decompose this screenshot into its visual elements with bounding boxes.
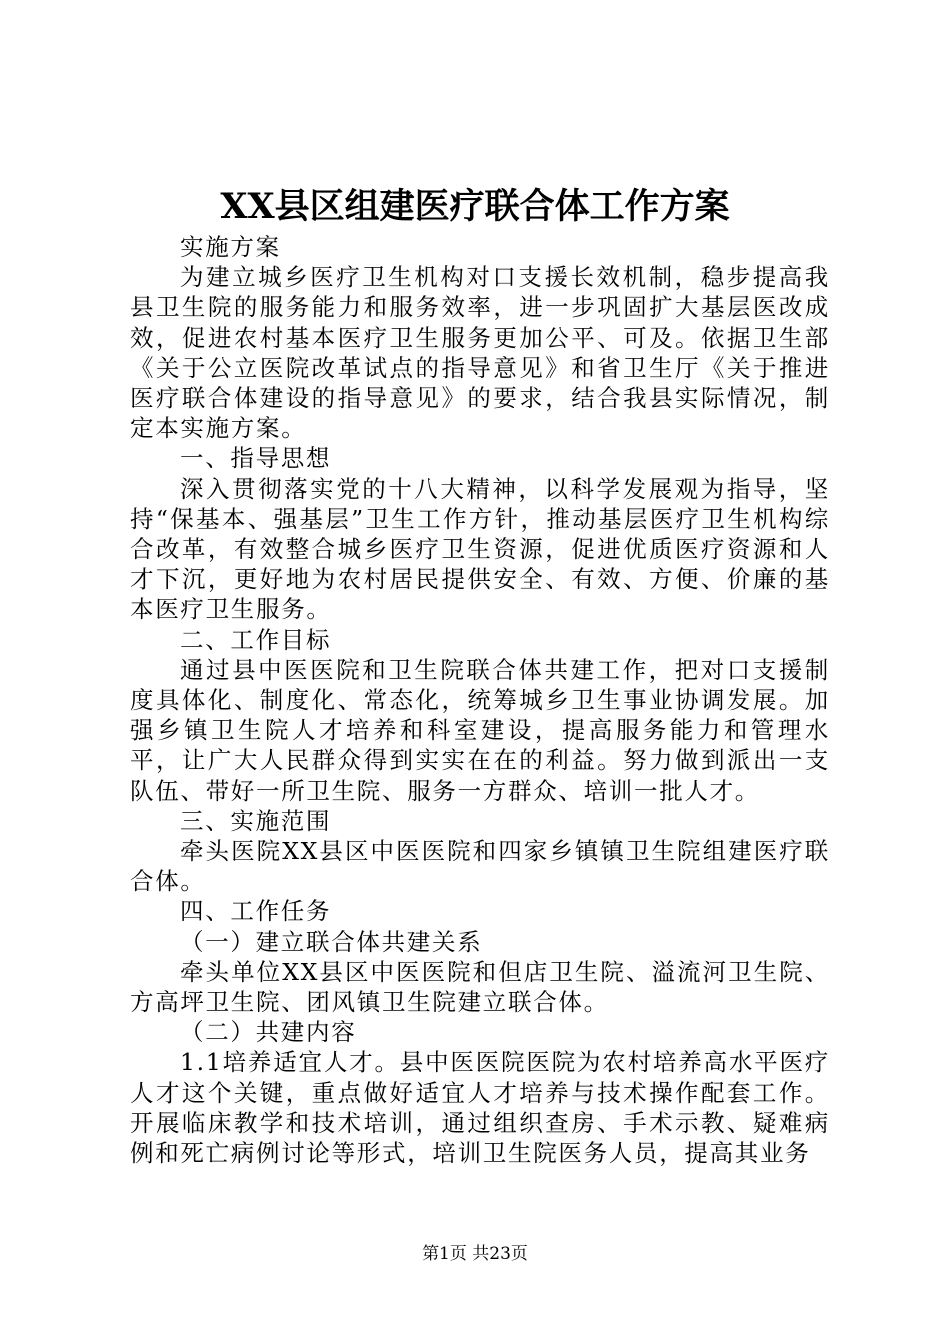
paragraph-talent-training: 1.1培养适宜人才。县中医医院医院为农村培养高水平医疗人才这个关键，重点做好适宜人才培养与技术操作配套工作。开展临床教学和技术培训，通过组织查房、手术示教、疑难病例和死亡病例讨论等形式，培训卫生院医务人员，提高其业务 xyxy=(130,1048,830,1168)
subsection-heading-partnership: （一）建立联合体共建关系 xyxy=(180,927,483,956)
paragraph-heading-implementation-plan: 实施方案 xyxy=(180,233,281,261)
section-heading-work-goals: 二、工作目标 xyxy=(180,625,332,654)
subsection-heading-content: （二）共建内容 xyxy=(180,1018,357,1047)
document-title: XX县区组建医疗联合体工作方案 xyxy=(220,186,730,227)
page-number-footer: 第1页 共23页 xyxy=(422,1244,528,1264)
section-heading-work-tasks: 四、工作任务 xyxy=(180,897,332,926)
paragraph-intro: 为建立城乡医疗卫生机构对口支援长效机制，稳步提高我县卫生院的服务能力和服务效率，进一步巩固扩大基层医改成效，促进农村基本医疗卫生服务更加公平、可及。依据卫生部《关于公立医院改革试点的指导意见》和省卫生厅《关于推进医疗联合体建设的指导意见》的要求，结合我县实际情况，制定本实施方案。 xyxy=(130,263,830,443)
paragraph-work-goals: 通过县中医医院和卫生院联合体共建工作，把对口支援制度具体化、制度化、常态化，统筹城乡卫生事业协调发展。加强乡镇卫生院人才培养和科室建设，提高服务能力和管理水平，让广大人民群众得到实实在在的利益。努力做到派出一支队伍、带好一所卫生院、服务一方群众、培训一批人才。 xyxy=(130,655,830,805)
section-heading-scope: 三、实施范围 xyxy=(180,806,332,835)
paragraph-scope: 牵头医院XX县区中医医院和四家乡镇镇卫生院组建医疗联合体。 xyxy=(130,837,830,896)
document-body xyxy=(130,232,830,1168)
paragraph-partnership: 牵头单位XX县区中医医院和但店卫生院、溢流河卫生院、方高坪卫生院、团风镇卫生院建立联合体。 xyxy=(130,957,830,1017)
paragraph-guiding-ideology: 深入贯彻落实党的十八大精神，以科学发展观为指导，坚持“保基本、强基层”卫生工作方针，推动基层医疗卫生机构综合改革，有效整合城乡医疗卫生资源，促进优质医疗资源和人才下沉，更好地为农村居民提供安全、有效、方便、价廉的基本医疗卫生服务。 xyxy=(130,474,830,624)
section-heading-guiding-ideology: 一、指导思想 xyxy=(180,444,332,473)
